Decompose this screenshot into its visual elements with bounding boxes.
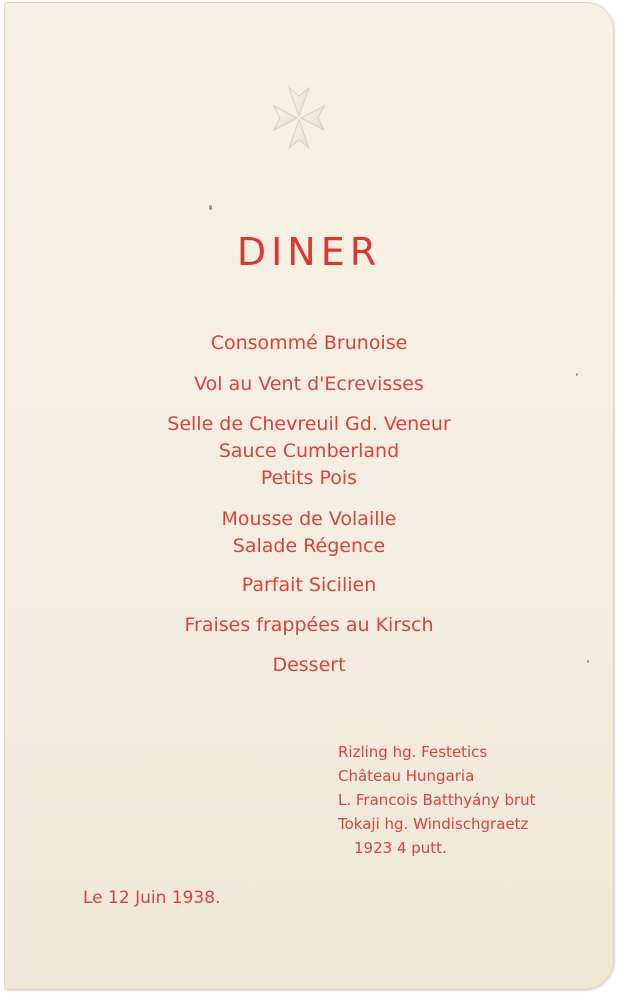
course-selle-de-chevreuil: Selle de Chevreuil Gd. Veneur: [167, 413, 451, 435]
paper-speck: [576, 373, 578, 376]
course-vol-au-vent: Vol au Vent d'Ecrevisses: [194, 373, 424, 395]
course-mousse-de-volaille: Mousse de Volaille: [221, 508, 397, 530]
course-parfait-sicilien: Parfait Sicilien: [241, 574, 377, 596]
maltese-cross-icon: [272, 82, 326, 154]
course-sauce-cumberland: Sauce Cumberland: [218, 440, 400, 462]
wine-list: [338, 740, 536, 860]
course-salade-regence: Salade Régence: [232, 535, 386, 557]
wine-item: L. Francois Batthyány brut: [338, 791, 536, 809]
wine-item: Tokaji hg. Windischgraetz: [338, 815, 529, 833]
paper-speck: [587, 660, 589, 663]
wine-item: Rizling hg. Festetics: [338, 743, 488, 761]
menu-title: DINER: [236, 230, 382, 274]
paper-speck: [209, 205, 212, 210]
course-fraises-frappees: Fraises frappées au Kirsch: [184, 614, 434, 636]
menu-date: Le 12 Juin 1938.: [83, 888, 221, 908]
menu-card: [4, 2, 614, 990]
course-consomme: Consommé Brunoise: [210, 332, 408, 354]
wine-item-vintage: 1923 4 putt.: [354, 839, 447, 857]
course-dessert: Dessert: [272, 654, 346, 676]
wine-item: Château Hungaria: [338, 767, 475, 785]
course-petits-pois: Petits Pois: [260, 467, 358, 489]
